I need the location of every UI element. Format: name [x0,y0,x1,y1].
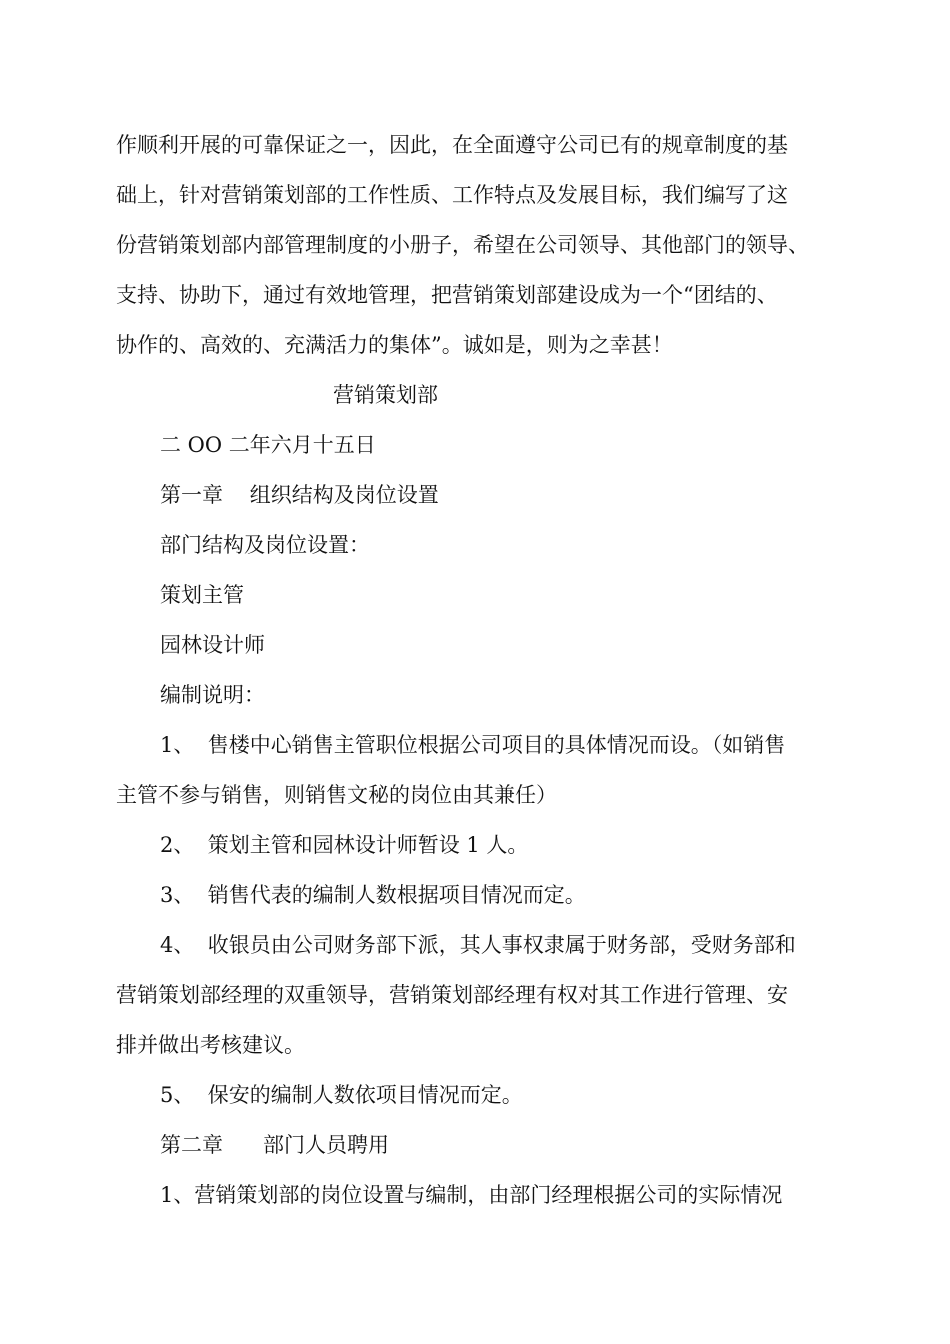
dept-structure-label: 部门结构及岗位设置： [160,533,370,557]
chapter-1-title: 第一章 组织结构及岗位设置 [160,483,439,507]
note-5: 5、 保安的编制人数依项目情况而定。 [160,1083,523,1107]
notes-label: 编制说明： [160,683,265,707]
note-3: 3、 销售代表的编制人数根据项目情况而定。 [160,883,586,907]
position-landscape-designer: 园林设计师 [160,633,265,657]
intro-line-4: 支持、协助下，通过有效地管理，把营销策划部建设成为一个“团结的、 [116,283,778,307]
intro-line-5: 协作的、高效的、充满活力的集体”。诚如是，则为之幸甚！ [116,333,673,357]
note-4-line-1: 4、 收银员由公司财务部下派，其人事权隶属于财务部，受财务部和 [160,933,796,957]
intro-line-2: 础上，针对营销策划部的工作性质、工作特点及发展目标，我们编写了这 [116,183,788,207]
note-1-line-1: 1、 售楼中心销售主管职位根据公司项目的具体情况而设。（如销售 [160,733,786,757]
note-4-line-2: 营销策划部经理的双重领导，营销策划部经理有权对其工作进行管理、安 [116,983,788,1007]
chapter-2-title: 第二章 部门人员聘用 [160,1133,390,1157]
signature-department: 营销策划部 [333,383,438,407]
note-1-line-2: 主管不参与销售，则销售文秘的岗位由其兼任） [116,783,557,807]
chapter-2-item-1: 1、营销策划部的岗位设置与编制，由部门经理根据公司的实际情况 [160,1183,783,1207]
note-2: 2、 策划主管和园林设计师暂设 1 人。 [160,833,529,857]
intro-line-1: 作顺利开展的可靠保证之一，因此，在全面遵守公司已有的规章制度的基 [116,133,788,157]
signature-date: 二 OO 二年六月十五日 [160,433,376,457]
position-planning-supervisor: 策划主管 [160,583,244,607]
note-4-line-3: 排并做出考核建议。 [116,1033,305,1057]
intro-line-3: 份营销策划部内部管理制度的小册子，希望在公司领导、其他部门的领导、 [116,233,809,257]
